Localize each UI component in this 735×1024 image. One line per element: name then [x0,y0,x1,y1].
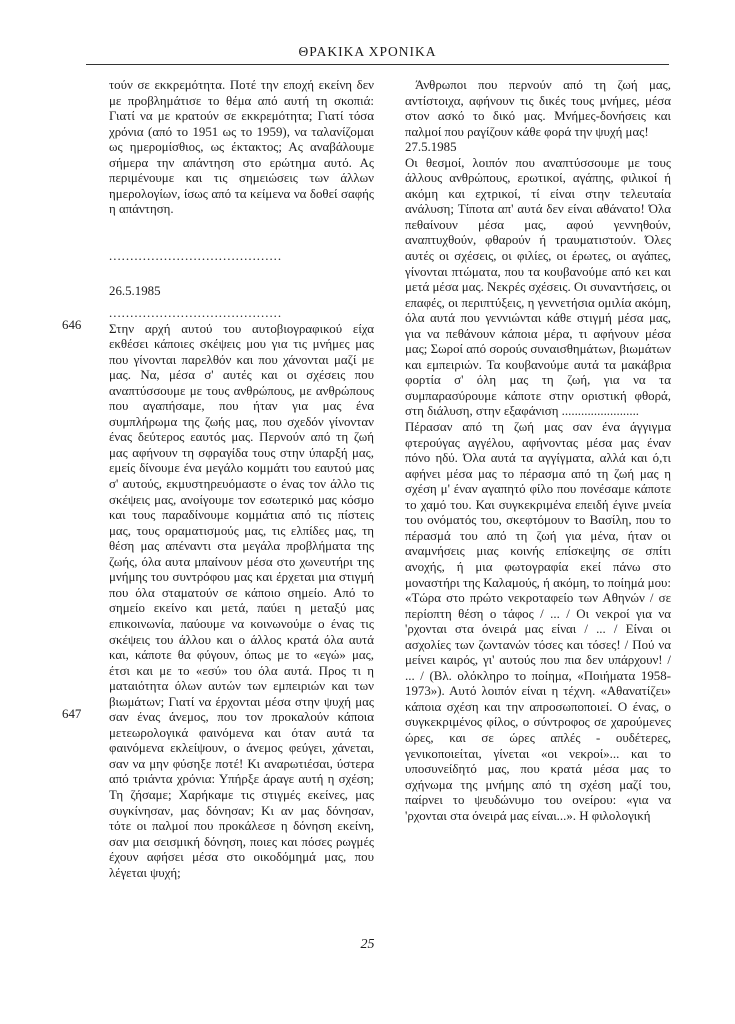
entry-date-26-5-1985: 26.5.1985 [109,284,161,299]
ellipsis-line: ......................................... [109,306,283,321]
header-rule [86,64,669,65]
spacer [109,218,374,249]
right-paragraph-1: Άνθρωποι που περνούν από τη ζωή μας, αντίστοιχα, αφήνουν τις δικές τους μνήμες, μέσα στον ασκό το δικό μας. Μνήμες-δονήσεις και παλμοί που ραγίζουν κάθε φορά την ψυχή μας! [405,78,671,139]
right-column [405,78,671,824]
margin-number-647: 647 [62,707,82,721]
right-paragraph-2: Οι θεσμοί, λοιπόν που αναπτύσσουμε με τους άλλους ανθρώπους, ερωτικοί, αγάπης, φιλικοί ή ακόμη και εχτρικοί, τί είναι στην τελευταία ανάλυση; Τίποτα απ' αυτά δεν είναι αθάνατο! Όλα πεθαίνουν μέσα μας, αφού γεννηθούν, αναπτυχθούν, φθαρούν ή τραυματιστούν. Όλες αυτές οι σχέσεις, οι φιλίες, οι έρωτες, οι αγάπες, γίνονται πτώματα, που τα κουβανούμε από κει και μετά μέσα μας. Νεκρές σχέσεις. Οι συναντήσεις, οι επαφές, οι περιπτύξεις, η γεννετήσια ομιλία ακόμη, όλα αυτά που γεννιώνται κάθε στιγμή μέσα μας, για να πεθάνουν κάποια μέρα, τι αφήνουν μέσα μας; Σωροί από σορούς συναισθημάτων, βιωμάτων και εμπειριών. Τα κουβανούμε αυτά τα μακάβρια φορτία σ' όλη μας τη ζωή, για να τα συμπαρασύρουμε κάποτε στην οριστική φθορά, στη διάλυση, στην εξαφάνιση ........................ [405,155,671,419]
left-paragraph-1: τούν σε εκκρεμότητα. Ποτέ την εποχή εκείνη δεν με προβλημάτισε το θέμα από αυτή τη σκοπιά: Γιατί να με κρατούν σε εκκρεμότητα; Γιατί τόσα χρόνια (από το 1951 ως το 1959), να ταλανίζομαι ως ημερομίσθιος, ως έκτακτος; Ας αναβάλουμε σήμερα την απάντηση στο ερώτημα αυτό. Ας περιμένουμε και τις σημειώσεις των άλλων ημερολογίων, ίσως από τα κείμενα να δοθεί σαφής η απάντηση. [109,78,374,217]
left-paragraph-2: Στην αρχή αυτού του αυτοβιογραφικού είχα εκθέσει κάποιες σκέψεις μου για τις μνήμες μας που γίνονται παρελθόν και που χάνονται μαζί με μας. Να, μέσα σ' αυτές και οι σχέσεις που αναπτύσσουμε με τους ανθρώπους, με ανθρώπους που αγαπήσαμε, που ήταν για μας ένα συμπλήρωμα της ζωής μας, που σχεδόν γίνονταν ένας δεύτερος εαυτός μας. Περνούν από τη ζωή μας αφήνουν τη σφραγίδα τους στην ύπαρξή μας, εμείς δίνουμε ένα μεγάλο κομμάτι του εαυτού μας σ' αυτούς, εκμυστηρευόμαστε ο ένας τον άλλο τις σκέψεις μας, ανοίγουμε τον εσωτερικό μας κόσμο και τους παραδίνουμε κομμάτια από τις πίστεις μας, τους οραματισμούς μας, τις ελπίδες μας, τη θέση μας απέναντι στα μεγάλα προβλήματα της ζωής, όλα αυτα μπαίνουν μέσα στο χωνευτήρι της μνήμης του συντρόφου μας και έρχεται μια στιγμή που όλα σταματούν σε κάποιο σημείο. Από το σημείο εκείνο και μετά, παύει η μεταξύ μας επικοινωνία, παύουμε να κοινωνούμε ο ένας τις σκέψεις του άλλου και ο άλλος κρατά όλα αυτά και, κάποτε θα φύγουν, όπως με το «εγώ» μας, έτσι και με το «εσύ» του όλα αυτά. Προς τι η ματαιότητα όλων αυτών των εμπειριών και των βιωμάτων; Γιατί να έρχονται μέσα στην ψυχή μας σαν ένας άνεμος, που τον προκαλούν κάποια μετεωρολογικά φαινόμενα και όταν αυτά τα φαινόμενα εκλείψουν, ο άνεμος φεύγει, χάνεται, σαν να μην φύσηξε ποτέ! Κι αναρωτιέσαι, ύστερα από τριάντα χρόνια: Υπήρξε άραγε αυτή η σχέση; Τη ζήσαμε; Χαρήκαμε τις στιγμές εκείνες, μας συγκίνησαν, μας δόνησαν; Κι αν μας δόνησαν, τότε οι παλμοί που προκάλεσε η δόνηση εκείνη, σαν μια σεισμική δόνηση, ποιες και πόσες ρωγμές έχουν αφήσει μέσα στο οικοδόμημά μας, που λέγεται ψυχή; [109,321,374,880]
left-column [109,78,374,881]
spacer [109,264,374,284]
ellipsis-line: ......................................... [109,248,283,263]
right-paragraph-3: Πέρασαν από τη ζωή μας σαν ένα άγγιγμα φτερούγας αγγέλου, αφήνοντας μέσα μας έναν πόνο ηδύ. Όλα αυτά τα αγγίγματα, αλλά και ό,τι αφήνει μέσα μας το πέρασμα από τη ζωή μας η σχέση μ' έναν αγαπητό φίλο που πονέσαμε κάποτε το χαμό του. Και συγκεκριμένα επειδή έγινε μνεία του ονόματός του, σκεφτόμουν το Βασίλη, που το πέρασμά του από τη ζωή για μένα, ήταν οι αναμνήσεις μιας κοινής επίσκεψης σε σπίτι ανοχής, ή μια φωτογραφία εκεί πάνω στο μοναστήρι της Καλαμούς, ή ακόμη, το ποίημά μου: «Τώρα στο πρώτο νεκροταφείο των Αθηνών / σε περίοπτη θέση ο τάφος / ... / Οι νεκροί για να 'ρχονται στα όνειρά μας είναι / ... / Είναι οι ασχολίες των ζωντανών τόσες και τόσες! / Πού να μείνει καιρός, γι' αυτούς που πια δεν υπάρχουν! / ... / (Βλ. ολόκληρο το ποίημα, «Ποιήματα 1958-1973»). Αυτό λοιπόν είναι η τέχνη. «Αθανατίζει» κάποια σχέση και την απροσωποποιεί. Ο ένας, ο συγκεκριμένος φίλος, ο σύντροφος σε χαρούμενες ώρες, και σε ώρες απλές - ουδέτερες, γενικοποιείται, γίνεται «οι νεκροί»... και το υποσυνείδητό μας, που κρατά μέσα μας το σχήνωμα της μνήμης από τη σχέση μαζί του, παίρνει το ψευδώνυμο του ονείρου: «για να 'ρχονται στα όνειρά μας είναι...». Η φιλολογική [405,420,671,823]
running-header: ΘΡΑΚΙΚΑ ΧΡΟΝΙΚΑ [298,44,437,59]
entry-date-27-5-1985: 27.5.1985 [405,140,457,155]
margin-number-646: 646 [62,318,82,332]
page-number: 25 [360,937,375,952]
